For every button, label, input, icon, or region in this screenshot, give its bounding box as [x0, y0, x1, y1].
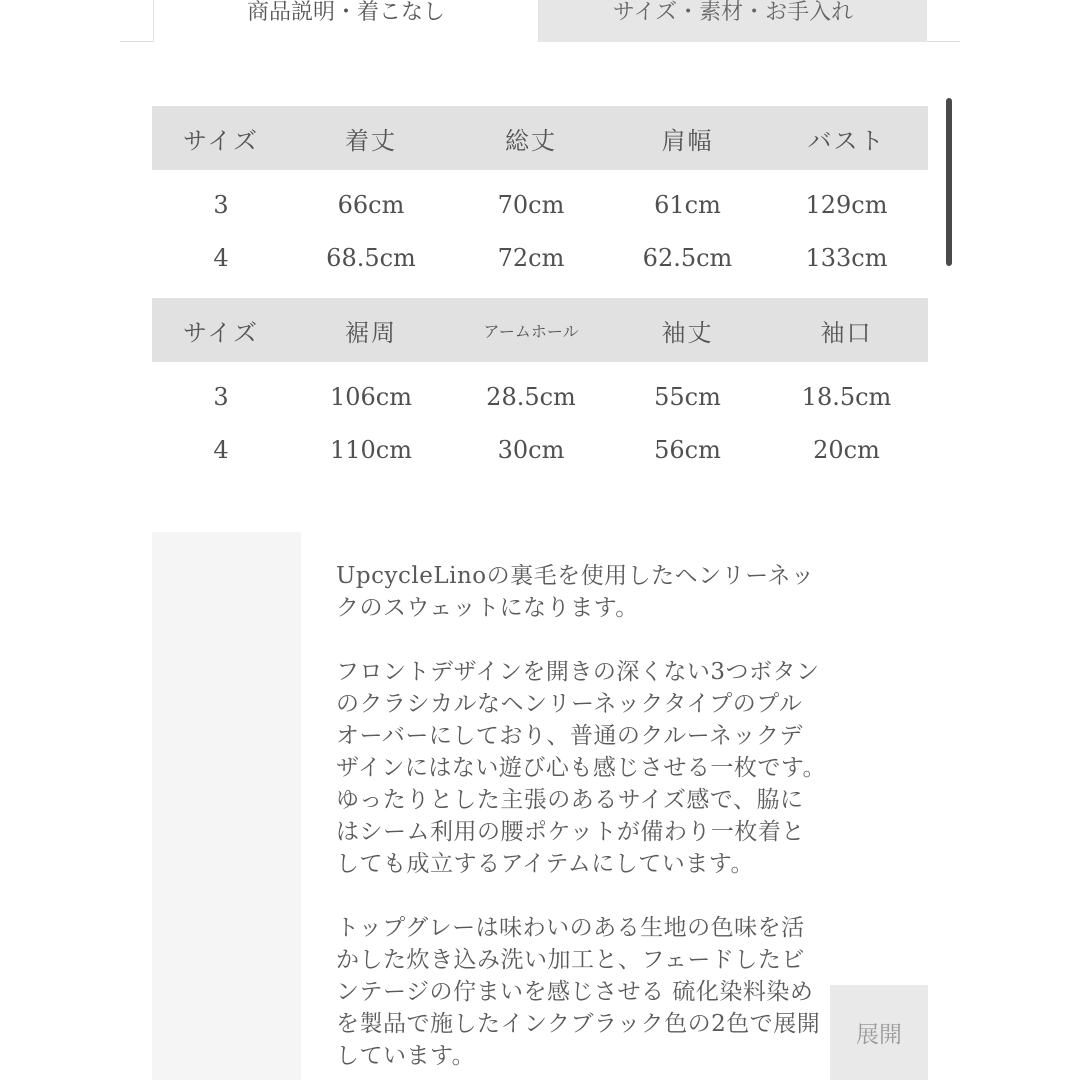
header-size: サイズ	[152, 106, 290, 170]
header-bust: バスト	[765, 106, 928, 170]
table-cell: 55cm	[654, 383, 721, 411]
size-table-1	[152, 106, 928, 276]
description-line: ゆったりとした主張のあるサイズ感で、脇に	[336, 787, 804, 813]
table-cell: 61cm	[654, 191, 721, 219]
header-size: サイズ	[152, 298, 290, 362]
description-line: しています。	[336, 1043, 476, 1069]
table-row	[152, 223, 928, 276]
description-paragraph	[336, 912, 896, 1072]
description-line: ンテージの佇まいを感じさせる 硫化染料染め	[336, 979, 814, 1005]
description-line: かした炊き込み洗い加工と、フェードしたビ	[336, 947, 805, 973]
description-line: はシーム利用の腰ポケットが備わり一枚着と	[336, 819, 805, 845]
description-line: しても成立するアイテムにしています。	[336, 851, 754, 877]
table-cell: 56cm	[654, 436, 721, 464]
tab-bar	[120, 0, 960, 42]
header-shoulder-width: 肩幅	[610, 106, 765, 170]
table-cell: 20cm	[813, 436, 880, 464]
table-cell: 28.5cm	[486, 383, 576, 411]
description-line: UpcycleLinoの裏毛を使用したヘンリーネッ	[336, 563, 815, 589]
description-paragraph	[336, 560, 896, 624]
header-length: 着丈	[290, 106, 452, 170]
table-cell: 72cm	[497, 244, 565, 272]
size-table-2	[152, 298, 928, 468]
table-cell: 129cm	[805, 191, 888, 219]
tab-product-description[interactable]: 商品説明・着こなし	[153, 0, 539, 42]
table-cell: 30cm	[497, 436, 565, 464]
expand-button[interactable]	[830, 985, 928, 1080]
description-line: を製品で施したインクブラック色の2色で展開	[336, 1011, 821, 1037]
header-sleeve-length: 袖丈	[610, 298, 765, 362]
table-cell: 4	[213, 436, 229, 464]
table-cell: 70cm	[497, 191, 565, 219]
table-cell: 4	[213, 244, 229, 272]
table-cell: 133cm	[805, 244, 888, 272]
header-armhole: アームホール	[452, 298, 610, 362]
table-cell: 62.5cm	[642, 244, 733, 272]
table-row	[152, 362, 928, 415]
description-line: オーバーにしており、普通のクルーネックデ	[336, 723, 804, 749]
table-cell: 106cm	[329, 383, 412, 411]
description-line: トップグレーは味わいのある生地の色味を活	[336, 915, 805, 941]
header-hem: 裾周	[290, 298, 452, 362]
description-line: フロントデザインを開きの深くない3つボタン	[336, 659, 820, 685]
table-header-row	[152, 298, 928, 362]
table-cell: 18.5cm	[801, 383, 892, 411]
table-cell: 110cm	[329, 436, 412, 464]
header-cuff: 袖口	[765, 298, 928, 362]
product-description	[336, 560, 896, 1080]
description-line: のクラシカルなヘンリーネックタイプのプル	[336, 691, 803, 717]
table-row	[152, 170, 928, 223]
table-header-row	[152, 106, 928, 170]
description-paragraph	[336, 656, 896, 880]
table-cell: 3	[213, 191, 229, 219]
scrollbar[interactable]	[946, 98, 952, 266]
table-cell: 66cm	[337, 191, 405, 219]
expand-button-label: 展開	[856, 1022, 902, 1048]
side-panel	[152, 532, 301, 1080]
header-total-length: 総丈	[452, 106, 610, 170]
description-line: ザインにはない遊び心も感じさせる一枚です。	[336, 755, 827, 781]
table-cell: 3	[213, 383, 229, 411]
table-cell: 68.5cm	[326, 244, 416, 272]
description-line: クのスウェットになります。	[336, 595, 639, 621]
table-row	[152, 415, 928, 468]
tab-size-material-care[interactable]: サイズ・素材・お手入れ	[539, 0, 927, 42]
